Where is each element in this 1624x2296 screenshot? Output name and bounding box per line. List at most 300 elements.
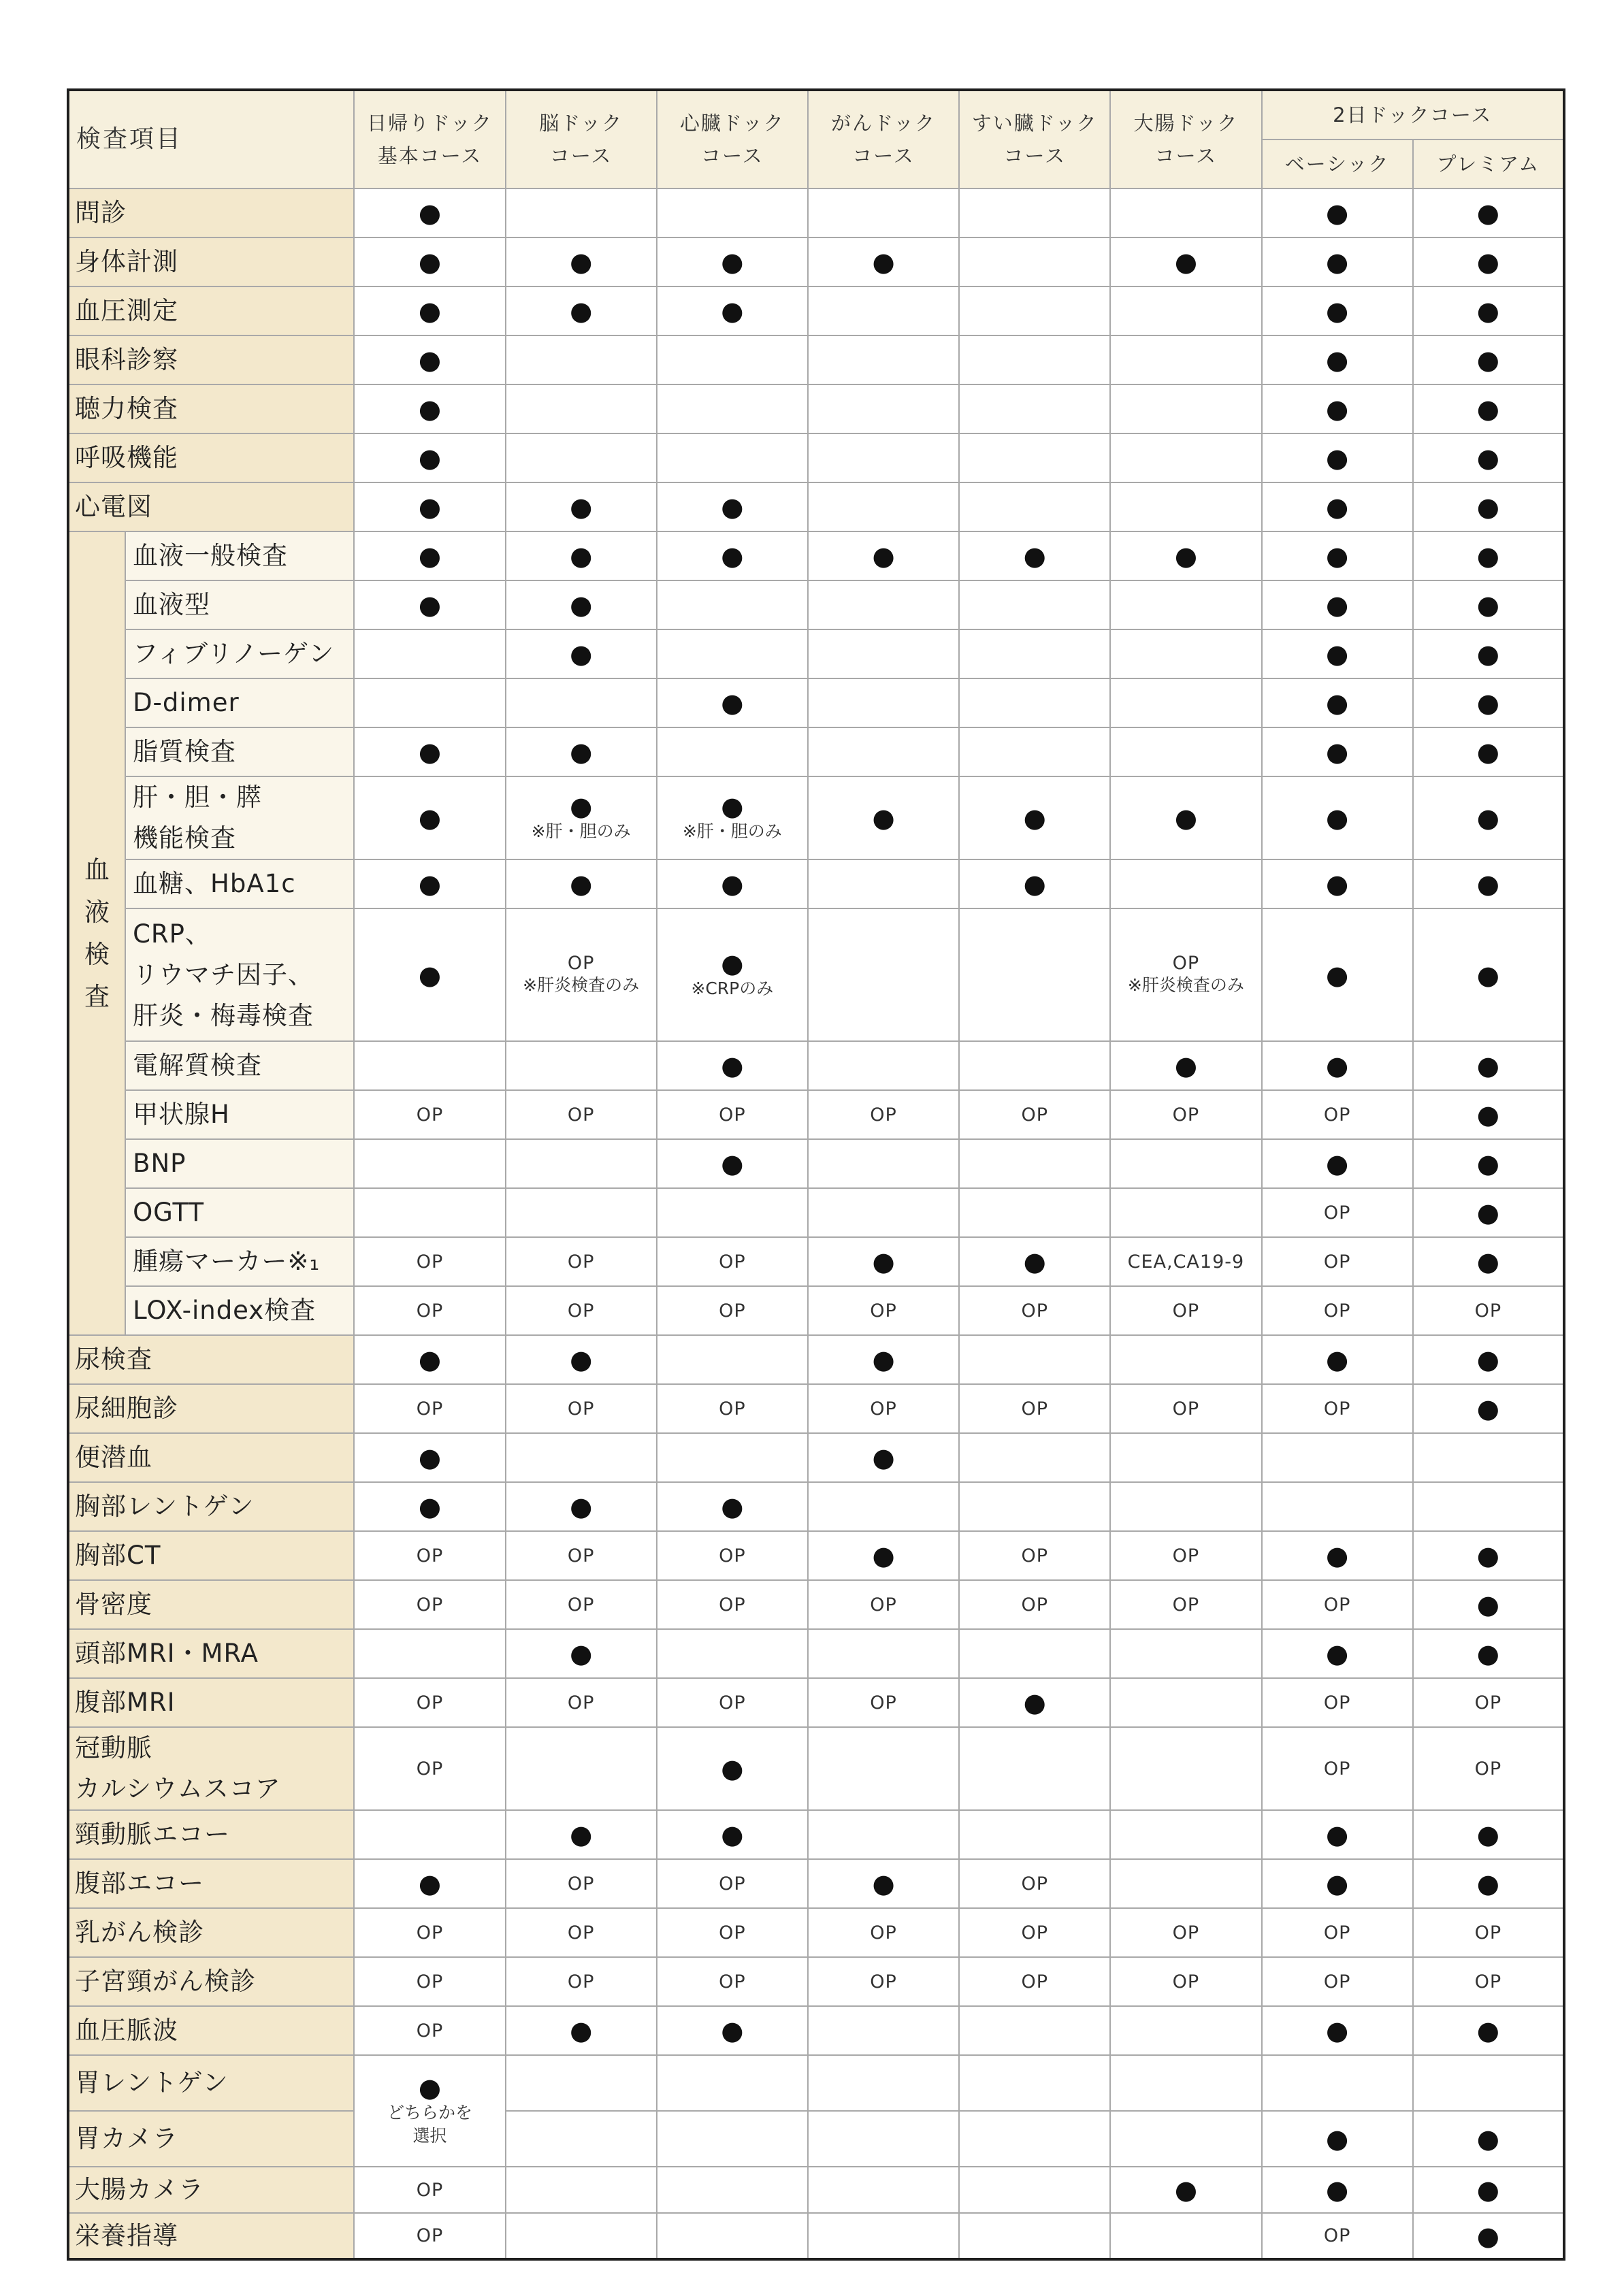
table-cell — [506, 859, 657, 908]
table-cell — [657, 908, 808, 1041]
option-mark: OP — [719, 1922, 746, 1944]
table-cell — [506, 1908, 657, 1957]
table-cell — [959, 2213, 1110, 2259]
included-mark: ● — [872, 541, 895, 571]
table-cell — [1110, 237, 1261, 286]
included-mark: ● — [1326, 688, 1349, 718]
included-mark: ● — [721, 541, 744, 571]
included-mark: ● — [1476, 443, 1499, 473]
option-mark: OP — [1323, 1594, 1351, 1616]
row-label: 乳がん検診 — [68, 1908, 354, 1957]
table-cell — [1110, 908, 1261, 1041]
included-mark: ● — [872, 1443, 895, 1473]
option-mark: OP — [1021, 1594, 1048, 1616]
table-cell — [354, 237, 505, 286]
row-label: 腹部MRI — [68, 1678, 354, 1727]
included-mark: ● — [570, 1820, 593, 1850]
table-cell — [1262, 1286, 1413, 1335]
table-row — [68, 1531, 1564, 1580]
table-row — [68, 1335, 1564, 1384]
table-cell — [1262, 1580, 1413, 1629]
table-cell — [506, 1580, 657, 1629]
table-cell — [1262, 1433, 1413, 1482]
option-mark: OP — [1021, 1300, 1048, 1322]
table-row — [68, 1041, 1564, 1090]
row-label: CRP、 リウマチ因子、 肝炎・梅毒検査 — [125, 908, 354, 1041]
cell-note: ※CRPのみ — [691, 978, 774, 998]
header-two-day-premium: プレミアム — [1413, 140, 1564, 188]
row-label: 問診 — [68, 188, 354, 237]
table-row — [68, 1482, 1564, 1531]
table-cell — [1413, 1678, 1564, 1727]
table-cell — [1262, 2213, 1413, 2259]
option-mark: OP — [1323, 1251, 1351, 1273]
table-cell — [354, 335, 505, 384]
table-cell — [354, 776, 505, 859]
option-mark: OP — [416, 1692, 444, 1713]
table-cell — [959, 629, 1110, 678]
table-cell — [959, 531, 1110, 580]
table-cell — [506, 1482, 657, 1531]
table-row — [68, 580, 1564, 629]
table-cell — [354, 1957, 505, 2006]
option-mark: OP — [416, 2225, 444, 2246]
included-mark: ● — [418, 443, 442, 473]
table-cell — [657, 1482, 808, 1531]
included-mark: ● — [1326, 247, 1349, 277]
table-cell — [1110, 1957, 1261, 2006]
table-cell — [808, 1859, 959, 1908]
included-mark: ● — [1023, 541, 1046, 571]
table-row — [68, 1384, 1564, 1433]
table-cell — [354, 1433, 505, 1482]
table-cell — [354, 1531, 505, 1580]
table-cell — [1262, 908, 1413, 1041]
table-cell — [657, 1859, 808, 1908]
option-mark: OP — [1323, 1300, 1351, 1322]
table-cell — [959, 2055, 1110, 2111]
table-cell — [808, 1139, 959, 1188]
option-mark: OP — [416, 2179, 444, 2201]
table-cell — [354, 629, 505, 678]
table-cell — [657, 1810, 808, 1859]
table-cell — [808, 1810, 959, 1859]
table-cell — [1262, 1335, 1413, 1384]
table-cell — [1110, 1237, 1261, 1286]
table-cell — [657, 188, 808, 237]
included-mark: ● — [1023, 803, 1046, 833]
row-label: 骨密度 — [68, 1580, 354, 1629]
table-cell — [808, 1482, 959, 1531]
table-cell — [959, 1482, 1110, 1531]
table-cell — [1110, 1335, 1261, 1384]
row-label: 腫瘍マーカー※₁ — [125, 1237, 354, 1286]
table-cell — [1110, 384, 1261, 433]
included-mark: ● — [1476, 345, 1499, 375]
table-cell — [1110, 1629, 1261, 1678]
row-label: 大腸カメラ — [68, 2167, 354, 2213]
included-mark: ● — [1023, 1688, 1046, 1718]
table-cell — [506, 1384, 657, 1433]
included-mark: ● — [1023, 869, 1046, 899]
table-cell — [1413, 1384, 1564, 1433]
table-cell — [1262, 384, 1413, 433]
table-cell — [808, 1384, 959, 1433]
included-mark: ● — [872, 1345, 895, 1375]
table-cell — [1413, 1531, 1564, 1580]
table-cell — [808, 1286, 959, 1335]
table-cell — [1110, 1531, 1261, 1580]
table-cell — [1110, 1810, 1261, 1859]
included-mark: ● — [721, 1492, 744, 1522]
included-mark: ● — [570, 1639, 593, 1669]
included-mark: ● — [418, 247, 442, 277]
included-mark: ● — [570, 541, 593, 571]
option-mark: OP — [1172, 1971, 1200, 1992]
table-cell — [354, 384, 505, 433]
table-cell — [1110, 335, 1261, 384]
included-mark: ● — [1476, 2016, 1499, 2046]
table-cell — [1413, 859, 1564, 908]
table-cell — [506, 678, 657, 727]
table-cell — [808, 1957, 959, 2006]
table-cell — [1413, 1041, 1564, 1090]
table-row — [68, 1810, 1564, 1859]
table-cell — [1110, 776, 1261, 859]
option-mark: OP — [567, 1873, 595, 1895]
table-cell — [657, 1090, 808, 1139]
table-cell — [808, 2055, 959, 2111]
table-cell — [808, 1090, 959, 1139]
table-cell — [657, 1908, 808, 1957]
table-cell — [1413, 1482, 1564, 1531]
included-mark: ● — [1476, 803, 1499, 833]
table-cell — [1413, 1090, 1564, 1139]
included-mark: ● — [418, 1492, 442, 1522]
table-cell — [1413, 237, 1564, 286]
table-cell — [354, 531, 505, 580]
table-cell — [808, 1580, 959, 1629]
row-label: フィブリノーゲン — [125, 629, 354, 678]
table-cell — [506, 1139, 657, 1188]
included-mark: ● — [1326, 541, 1349, 571]
table-cell — [808, 433, 959, 482]
table-cell — [1262, 1531, 1413, 1580]
table-cell — [1413, 2055, 1564, 2111]
table-cell — [1413, 1188, 1564, 1237]
option-mark: OP — [1323, 1104, 1351, 1126]
table-cell — [1413, 286, 1564, 335]
table-cell — [1413, 384, 1564, 433]
included-mark: ● — [1476, 492, 1499, 522]
table-cell — [1413, 678, 1564, 727]
table-cell — [354, 1090, 505, 1139]
table-cell — [959, 384, 1110, 433]
table-row — [68, 1727, 1564, 1810]
table-cell — [506, 1041, 657, 1090]
table-cell — [1110, 1286, 1261, 1335]
table-cell — [354, 482, 505, 531]
table-cell — [506, 531, 657, 580]
included-mark: ● — [1476, 2124, 1499, 2154]
table-cell — [354, 2213, 505, 2259]
table-cell — [354, 1335, 505, 1384]
included-mark: ● — [1326, 590, 1349, 620]
table-cell — [1262, 188, 1413, 237]
option-mark: OP — [719, 1692, 746, 1713]
table-cell — [1413, 335, 1564, 384]
table-cell — [354, 1678, 505, 1727]
included-mark: ● — [721, 1149, 744, 1179]
included-mark: ● — [1476, 1639, 1499, 1669]
table-row — [68, 2213, 1564, 2259]
table-cell — [1262, 1727, 1413, 1810]
option-mark: OP — [719, 1873, 746, 1895]
table-cell — [506, 580, 657, 629]
header-two-day-basic: ベーシック — [1262, 140, 1413, 188]
option-mark: OP — [870, 1398, 897, 1420]
included-mark: ● — [570, 1345, 593, 1375]
table-cell — [354, 1810, 505, 1859]
table-cell — [1413, 1810, 1564, 1859]
table-row — [68, 859, 1564, 908]
table-row — [68, 286, 1564, 335]
table-cell — [1413, 580, 1564, 629]
header-course-heart: 心臓ドック コース — [657, 90, 808, 188]
included-mark: ● — [1476, 1345, 1499, 1375]
included-mark: ● — [570, 1492, 593, 1522]
included-mark: ● — [1476, 198, 1499, 228]
table-cell — [354, 1139, 505, 1188]
included-mark: ● — [1174, 247, 1197, 277]
table-cell — [808, 908, 959, 1041]
table-cell — [657, 433, 808, 482]
table-row — [68, 335, 1564, 384]
table-cell — [959, 188, 1110, 237]
row-label: 胃カメラ — [68, 2111, 354, 2167]
table-cell — [1413, 1237, 1564, 1286]
included-mark: ● — [418, 541, 442, 571]
table-cell — [1110, 859, 1261, 908]
table-cell — [1262, 531, 1413, 580]
included-mark: ● — [1476, 1394, 1499, 1424]
option-mark: OP — [1323, 1692, 1351, 1713]
table-cell — [1262, 629, 1413, 678]
option-mark: OP — [1323, 1398, 1351, 1420]
table-cell — [808, 482, 959, 531]
table-cell — [1110, 1859, 1261, 1908]
table-cell — [1262, 580, 1413, 629]
table-cell — [1262, 776, 1413, 859]
option-mark: OP — [567, 1398, 595, 1420]
option-mark: OP — [567, 1922, 595, 1944]
table-cell — [959, 1727, 1110, 1810]
table-cell — [959, 335, 1110, 384]
table-cell — [959, 1188, 1110, 1237]
option-mark: OP — [1323, 1758, 1351, 1780]
table-cell — [808, 2006, 959, 2055]
table-cell — [959, 859, 1110, 908]
option-mark: OP — [416, 1971, 444, 1992]
included-mark: ● — [872, 1247, 895, 1277]
row-label: D-dimer — [125, 678, 354, 727]
included-mark: ● — [721, 869, 744, 899]
table-cell — [506, 482, 657, 531]
table-row — [68, 433, 1564, 482]
included-mark: ● — [1476, 1198, 1499, 1228]
table-cell — [808, 776, 959, 859]
table-cell — [1413, 727, 1564, 776]
table-cell — [506, 2213, 657, 2259]
table-cell — [808, 237, 959, 286]
table-cell — [808, 580, 959, 629]
table-cell — [506, 2006, 657, 2055]
table-cell — [657, 629, 808, 678]
included-mark: ● — [418, 590, 442, 620]
option-mark: OP — [567, 1594, 595, 1616]
option-mark: OP — [1323, 1922, 1351, 1944]
table-cell — [657, 1384, 808, 1433]
table-cell — [657, 286, 808, 335]
table-cell — [1110, 1580, 1261, 1629]
included-mark: ● — [721, 1051, 744, 1081]
table-cell — [1413, 531, 1564, 580]
table-cell — [1262, 1629, 1413, 1678]
table-cell — [959, 1810, 1110, 1859]
table-cell — [959, 1335, 1110, 1384]
included-mark: ● — [721, 1820, 744, 1850]
table-cell — [1413, 1286, 1564, 1335]
table-cell — [354, 1188, 505, 1237]
table-cell — [808, 1908, 959, 1957]
included-mark: ● — [1476, 590, 1499, 620]
table-cell — [1262, 1384, 1413, 1433]
table-cell — [354, 2055, 505, 2167]
row-label: BNP — [125, 1139, 354, 1188]
table-cell — [354, 1286, 505, 1335]
included-mark: ● — [1326, 394, 1349, 424]
included-mark: ● — [1476, 737, 1499, 767]
option-mark: OP — [1172, 1922, 1200, 1944]
included-mark: ● — [1476, 1590, 1499, 1620]
table-cell — [1110, 1384, 1261, 1433]
table-cell — [959, 776, 1110, 859]
table-cell — [1110, 2167, 1261, 2213]
table-cell — [354, 1908, 505, 1957]
table-cell — [1413, 1433, 1564, 1482]
table-cell — [1262, 1859, 1413, 1908]
table-cell — [354, 1482, 505, 1531]
option-mark: OP — [1021, 1104, 1048, 1126]
row-label: 胸部レントゲン — [68, 1482, 354, 1531]
table-row — [68, 908, 1564, 1041]
included-mark: ● — [1174, 541, 1197, 571]
table-cell — [506, 1727, 657, 1810]
included-mark: ● — [570, 247, 593, 277]
table-cell — [1262, 2111, 1413, 2167]
table-cell — [506, 1859, 657, 1908]
table-cell — [808, 1531, 959, 1580]
table-cell — [1110, 1139, 1261, 1188]
included-mark: ● — [721, 492, 744, 522]
table-cell — [1110, 580, 1261, 629]
table-cell — [808, 2213, 959, 2259]
table-cell — [1413, 1957, 1564, 2006]
table-cell — [959, 2167, 1110, 2213]
table-cell — [959, 1678, 1110, 1727]
table-cell — [808, 188, 959, 237]
row-label: 栄養指導 — [68, 2213, 354, 2259]
option-mark: OP — [567, 953, 595, 974]
included-mark: ● — [418, 394, 442, 424]
table-cell — [657, 678, 808, 727]
table-cell — [657, 2167, 808, 2213]
table-cell — [959, 237, 1110, 286]
option-mark: CEA,CA19-9 — [1127, 1251, 1245, 1273]
included-mark: ● — [418, 737, 442, 767]
row-label: 便潜血 — [68, 1433, 354, 1482]
table-row — [68, 1090, 1564, 1139]
table-cell — [1413, 908, 1564, 1041]
table-cell — [354, 859, 505, 908]
table-cell — [506, 1957, 657, 2006]
table-cell — [657, 1629, 808, 1678]
option-mark: OP — [870, 1922, 897, 1944]
table-cell — [1110, 1678, 1261, 1727]
row-label: 尿検査 — [68, 1335, 354, 1384]
option-mark: OP — [416, 1758, 444, 1780]
row-label: 聴力検査 — [68, 384, 354, 433]
blood-test-group-label: 血 液 検 査 — [68, 531, 125, 1335]
table-cell — [959, 2111, 1110, 2167]
table-cell — [959, 1859, 1110, 1908]
table-cell — [657, 1580, 808, 1629]
included-mark: ● — [1326, 869, 1349, 899]
option-mark: OP — [416, 1104, 444, 1126]
table-cell — [506, 2111, 657, 2167]
table-cell — [1262, 482, 1413, 531]
table-cell — [1110, 1188, 1261, 1237]
included-mark: ● — [1476, 1051, 1499, 1081]
table-row — [68, 1139, 1564, 1188]
table-cell — [354, 1629, 505, 1678]
option-mark: OP — [719, 1594, 746, 1616]
table-cell — [1110, 1041, 1261, 1090]
option-mark: OP — [1021, 1873, 1048, 1895]
option-mark: OP — [1474, 1922, 1502, 1944]
table-cell — [1413, 1139, 1564, 1188]
option-mark: OP — [1172, 1300, 1200, 1322]
included-mark: ● — [1476, 1149, 1499, 1179]
table-cell — [1413, 1908, 1564, 1957]
table-cell — [1110, 1433, 1261, 1482]
table-cell — [657, 1139, 808, 1188]
header-item-col: 検査項目 — [68, 90, 354, 188]
table-cell — [354, 2167, 505, 2213]
table-cell — [657, 1957, 808, 2006]
table-cell — [1110, 1908, 1261, 1957]
table-cell — [1110, 678, 1261, 727]
option-mark: OP — [1323, 1202, 1351, 1224]
included-mark: ● — [721, 1754, 744, 1784]
option-mark: OP — [1323, 2225, 1351, 2246]
table-cell — [1110, 2006, 1261, 2055]
table-row — [68, 1629, 1564, 1678]
table-cell — [506, 776, 657, 859]
table-row — [68, 1286, 1564, 1335]
table-cell — [354, 1384, 505, 1433]
table-cell — [354, 433, 505, 482]
